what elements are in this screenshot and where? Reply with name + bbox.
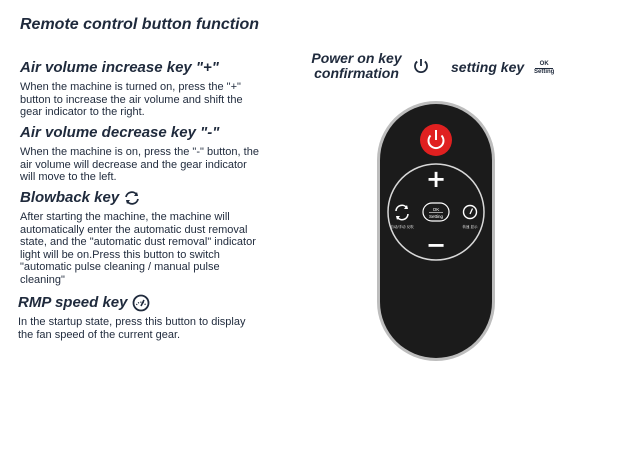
heading-blowback — [20, 189, 141, 206]
power-key-label: Power on key confirmation — [311, 50, 402, 81]
remote-control — [376, 100, 496, 362]
power-icon — [412, 57, 430, 75]
ok-setting-button-top: OK — [432, 207, 440, 212]
ok-setting-button-bottom: Setting — [428, 214, 444, 219]
ok-setting-icon — [534, 61, 554, 76]
setting-key-label: setting key — [451, 59, 525, 75]
heading-air-increase: Air volume increase key "+" — [20, 59, 219, 76]
gauge-icon — [132, 294, 150, 312]
heading-blowback-label: Blowback key — [20, 189, 120, 206]
blowback-button-caption: 自动/手动 反吹 — [390, 225, 414, 229]
ok-setting-icon-top: OK — [535, 61, 553, 69]
heading-rmp-speed-label: RMP speed key — [18, 294, 128, 311]
heading-air-decrease: Air volume decrease key "-" — [20, 124, 220, 141]
refresh-icon — [123, 190, 141, 206]
ok-setting-icon-bottom: Setting — [534, 69, 555, 75]
plus-button[interactable]: + — [425, 165, 447, 193]
page-title: Remote control button function — [20, 16, 260, 33]
text-air-increase: When the machine is turned on, press the "+" button to increase the air volume and shift the gear indicator to the right. — [20, 81, 243, 119]
text-blowback: After starting the machine, the machine will automatically enter the automatic dust removal state, and the "automatic dust removal" indicator light will be on.Press this button to switch "automatic pulse cleaning / manual pulse cleaning" — [20, 211, 256, 286]
text-rmp-speed: In the startup state, press this button to display the fan speed of the current gear. — [18, 316, 246, 341]
rpm-button-caption: 转速 显示 — [462, 225, 478, 229]
minus-button[interactable]: − — [425, 231, 447, 259]
heading-rmp-speed — [18, 294, 150, 312]
text-air-decrease: When the machine is on, press the "-" button, the air volume will decrease and the gear indicator will move to the left. — [20, 146, 259, 184]
